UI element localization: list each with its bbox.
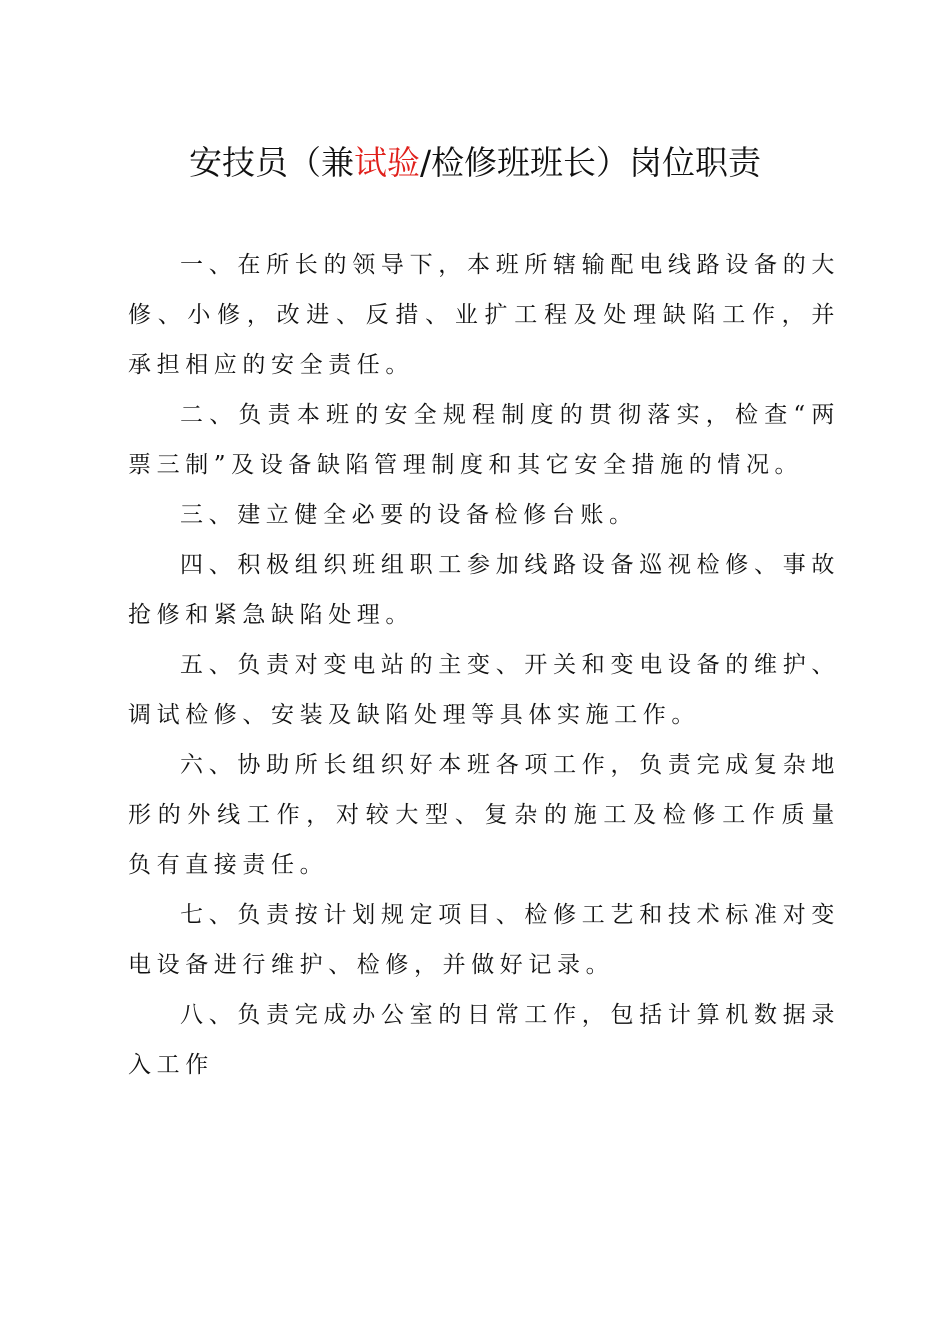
title-highlight: 试验 [353,143,420,182]
duties-list [128,240,840,1090]
duty-paragraph-7: 七、负责按计划规定项目、检修工艺和技术标准对变电设备进行维护、检修，并做好记录。 [128,902,840,978]
title-part-3: /检修班班长）岗位职责 [419,143,762,182]
duty-paragraph-3: 三、建立健全必要的设备检修台账。 [180,502,638,528]
page-title [0,138,950,188]
duty-paragraph-6: 六、协助所长组织好本班各项工作，负责完成复杂地形的外线工作，对较大型、复杂的施工及检修工作质量负有直接责任。 [128,752,840,878]
duty-paragraph-8: 八、负责完成办公室的日常工作，包括计算机数据录入工作 [128,1002,840,1078]
duty-paragraph-2: 二、负责本班的安全规程制度的贯彻落实，检查“两票三制”及设备缺陷管理制度和其它安全措施的情况。 [128,402,840,478]
title-part-1: 安技员（兼 [188,143,354,182]
duty-paragraph-1: 一、在所长的领导下，本班所辖输配电线路设备的大修、小修，改进、反措、业扩工程及处理缺陷工作，并承担相应的安全责任。 [128,252,840,378]
duty-paragraph-5: 五、负责对变电站的主变、开关和变电设备的维护、调试检修、安装及缺陷处理等具体实施工作。 [128,652,840,728]
duty-paragraph-4: 四、积极组织班组职工参加线路设备巡视检修、事故抢修和紧急缺陷处理。 [128,552,840,628]
